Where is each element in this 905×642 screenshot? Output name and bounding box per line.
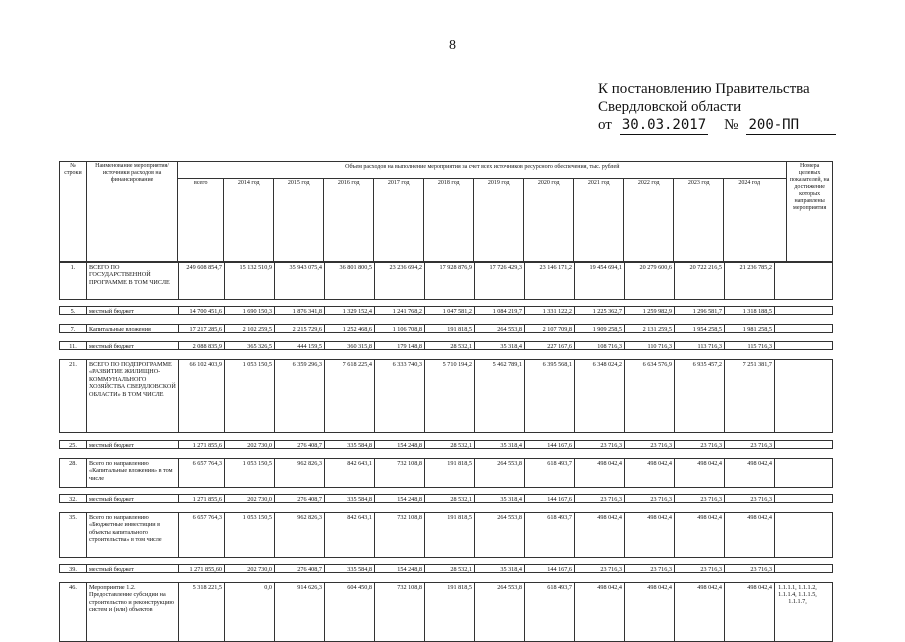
row-targets [775,495,820,502]
row-year-value: 618 493,7 [525,459,575,487]
row-year-value: 7 618 225,4 [325,360,375,432]
row-year-value: 732 108,8 [375,459,425,487]
row-targets [775,342,820,349]
row-targets [775,360,820,432]
row-year-value: 498 042,4 [725,513,775,557]
row-year-value: 23 716,3 [675,495,725,502]
table-row [59,582,833,642]
header-expenses: Объем расходов на выполнение мероприятия за счет всех источников ресурсного обеспечения, тыс. рублей [178,162,786,179]
header-year: 2017 год [374,179,424,261]
row-year-value: 202 730,0 [225,565,275,572]
row-total: 66 102 403,9 [179,360,225,432]
table-row [59,564,833,573]
row-year-value: 15 132 510,9 [225,263,275,299]
row-year-value: 21 236 785,2 [725,263,775,299]
row-year-value: 2 215 729,6 [275,325,325,332]
row-year-value: 618 493,7 [525,513,575,557]
row-year-value: 732 108,8 [375,513,425,557]
row-year-value: 227 167,6 [525,342,575,349]
row-year-value: 202 730,0 [225,495,275,502]
row-year-value: 264 553,8 [475,325,525,332]
row-name: местный бюджет [87,342,179,349]
row-year-value: 202 730,0 [225,441,275,448]
stamp-date: 30.03.2017 [621,117,707,133]
row-name: местный бюджет [87,307,179,314]
stamp-from-label: от [598,117,612,133]
row-year-value: 1 690 150,3 [225,307,275,314]
header-expenses-group [178,162,787,261]
row-year-value: 144 167,6 [525,565,575,572]
row-year-value: 6 935 457,2 [675,360,725,432]
row-year-value: 23 716,3 [575,441,625,448]
row-total: 6 657 764,3 [179,459,225,487]
table-row [59,359,833,433]
row-year-value: 1 252 468,6 [325,325,375,332]
row-year-value: 144 167,6 [525,441,575,448]
row-year-value: 154 248,8 [375,441,425,448]
row-number: 7. [60,325,87,332]
table-row [59,458,833,488]
header-years [178,179,786,261]
row-year-value: 498 042,4 [575,513,625,557]
row-year-value: 1 954 258,5 [675,325,725,332]
header-year: 2019 год [474,179,524,261]
row-year-value: 17 928 876,9 [425,263,475,299]
row-year-value: 498 042,4 [725,583,775,641]
row-year-value: 1 053 150,5 [225,459,275,487]
row-year-value: 0,0 [225,583,275,641]
header-year: 2023 год [674,179,724,261]
stamp-line-2: Свердловской области [598,99,742,115]
row-year-value: 17 726 429,3 [475,263,525,299]
row-total: 14 700 451,6 [179,307,225,314]
stamp-number-label: № [724,117,739,133]
row-year-value: 23 716,3 [625,441,675,448]
row-number: 1. [60,263,87,299]
row-year-value: 154 248,8 [375,565,425,572]
row-year-value: 191 818,5 [425,583,475,641]
row-number: 32. [60,495,87,502]
row-year-value: 1 981 258,5 [725,325,775,332]
row-year-value: 1 909 258,5 [575,325,625,332]
row-name: Мероприятие 1.2. Предоставление субсидии на строительство и реконструкцию систем и (или) объектов [87,583,179,641]
header-total: всего [178,179,224,261]
row-year-value: 28 532,1 [425,441,475,448]
row-targets [775,263,820,299]
row-year-value: 35 318,4 [475,495,525,502]
header-year: 2022 год [624,179,674,261]
row-year-value: 19 454 694,1 [575,263,625,299]
row-year-value: 191 818,5 [425,325,475,332]
row-year-value: 604 450,8 [325,583,375,641]
row-year-value: 498 042,4 [575,583,625,641]
row-year-value: 23 716,3 [575,495,625,502]
row-year-value: 498 042,4 [625,513,675,557]
row-year-value: 2 107 709,8 [525,325,575,332]
row-targets [775,459,820,487]
table-row [59,512,833,558]
row-year-value: 2 102 259,5 [225,325,275,332]
table-row [59,306,833,315]
header-year: 2015 год [274,179,324,261]
row-year-value: 365 326,5 [225,342,275,349]
row-year-value: 179 148,8 [375,342,425,349]
row-year-value: 115 716,3 [725,342,775,349]
row-year-value: 842 643,1 [325,513,375,557]
row-year-value: 264 553,8 [475,513,525,557]
row-year-value: 1 106 708,8 [375,325,425,332]
row-year-value: 1 225 362,7 [575,307,625,314]
header-name: Наименование мероприятия/источники расходов на финансирование [87,162,178,261]
row-year-value: 498 042,4 [625,583,675,641]
row-year-value: 276 408,7 [275,495,325,502]
row-year-value: 264 553,8 [475,583,525,641]
row-year-value: 6 359 296,3 [275,360,325,432]
row-year-value: 35 318,4 [475,342,525,349]
row-year-value: 23 716,3 [675,565,725,572]
row-year-value: 498 042,4 [675,583,725,641]
row-year-value: 276 408,7 [275,565,325,572]
row-year-value: 618 493,7 [525,583,575,641]
row-year-value: 23 236 694,2 [375,263,425,299]
stamp-number: 200-ПП [746,116,836,135]
header-targets: Номера целевых показателей, на достижение которых направлены мероприятия [789,163,830,211]
row-targets [775,441,820,448]
row-year-value: 498 042,4 [725,459,775,487]
row-total: 1 271 855,60 [179,565,225,572]
row-year-value: 23 716,3 [625,565,675,572]
row-name: ВСЕГО ПО ГОСУДАРСТВЕННОЙ ПРОГРАММЕ В ТОМ ЧИСЛЕ [87,263,179,299]
stamp-line-1: К постановлению Правительства [598,81,810,97]
row-year-value: 732 108,8 [375,583,425,641]
row-name: местный бюджет [87,565,179,572]
row-year-value: 1 053 150,5 [225,360,275,432]
row-year-value: 191 818,5 [425,459,475,487]
row-number: 21. [60,360,87,432]
row-year-value: 498 042,4 [675,513,725,557]
table-header [59,161,833,262]
header-year: 2016 год [324,179,374,261]
row-year-value: 264 553,8 [475,459,525,487]
row-year-value: 6 634 576,9 [625,360,675,432]
row-number: 25. [60,441,87,448]
row-year-value: 7 251 381,7 [725,360,775,432]
row-total: 5 318 221,5 [179,583,225,641]
row-name: ВСЕГО ПО ПОДПРОГРАММЕ «РАЗВИТИЕ ЖИЛИЩНО-КОММУНАЛЬНОГО ХОЗЯЙСТВА СВЕРДЛОВСКОЙ ОБЛАСТИ» В ТОМ ЧИСЛЕ [87,360,179,432]
row-year-value: 154 248,8 [375,495,425,502]
row-year-value: 962 826,3 [275,459,325,487]
row-number: 11. [60,342,87,349]
row-targets: 1.1.1.1, 1.1.1.2, 1.1.1.4, 1.1.1.5, 1.1.1.7, [778,584,817,605]
row-number: 5. [60,307,87,314]
row-year-value: 335 584,8 [325,565,375,572]
row-number: 35. [60,513,87,557]
row-year-value: 1 296 581,7 [675,307,725,314]
row-year-value: 360 315,8 [325,342,375,349]
table-row [59,324,833,333]
row-year-value: 144 167,6 [525,495,575,502]
row-year-value: 498 042,4 [675,459,725,487]
table-row [59,262,833,300]
table-row [59,440,833,449]
row-year-value: 962 826,3 [275,513,325,557]
row-year-value: 842 643,1 [325,459,375,487]
row-year-value: 23 146 171,2 [525,263,575,299]
row-year-value: 36 801 800,5 [325,263,375,299]
row-year-value: 28 532,1 [425,495,475,502]
row-total: 1 271 855,6 [179,441,225,448]
row-year-value: 5 462 789,1 [475,360,525,432]
header-year: 2018 год [424,179,474,261]
row-year-value: 28 532,1 [425,565,475,572]
row-year-value: 23 716,3 [675,441,725,448]
row-year-value: 1 241 768,2 [375,307,425,314]
row-total: 6 657 764,3 [179,513,225,557]
row-targets [775,565,820,572]
row-year-value: 2 131 259,5 [625,325,675,332]
row-year-value: 23 716,3 [725,495,775,502]
row-number: 28. [60,459,87,487]
header-row-no: № строки [60,162,87,261]
row-targets [775,513,820,557]
row-year-value: 23 716,3 [725,565,775,572]
row-year-value: 28 532,1 [425,342,475,349]
row-year-value: 5 710 194,2 [425,360,475,432]
table-row [59,494,833,503]
row-year-value: 23 716,3 [575,565,625,572]
row-targets [775,325,820,332]
row-year-value: 1 329 152,4 [325,307,375,314]
row-year-value: 23 716,3 [725,441,775,448]
row-year-value: 1 084 219,7 [475,307,525,314]
row-year-value: 6 348 024,2 [575,360,625,432]
row-year-value: 335 584,8 [325,441,375,448]
row-year-value: 113 716,3 [675,342,725,349]
row-year-value: 335 584,8 [325,495,375,502]
row-total: 249 608 854,7 [179,263,225,299]
row-year-value: 35 318,4 [475,441,525,448]
row-name: Всего по направлению «Бюджетные инвестиции в объекты капитального строительства» в том числе [87,513,179,557]
row-total: 17 217 285,6 [179,325,225,332]
stamp-line-3 [598,116,836,135]
table-row [59,341,833,350]
row-name: местный бюджет [87,495,179,502]
row-year-value: 6 395 568,1 [525,360,575,432]
row-year-value: 276 408,7 [275,441,325,448]
row-year-value: 23 716,3 [625,495,675,502]
row-year-value: 1 259 982,9 [625,307,675,314]
row-year-value: 498 042,4 [625,459,675,487]
page-number: 8 [449,38,456,53]
row-year-value: 110 716,3 [625,342,675,349]
row-name: Всего по направлению «Капитальные вложения» в том числе [87,459,179,487]
row-year-value: 6 333 740,3 [375,360,425,432]
header-year: 2014 год [224,179,274,261]
row-year-value: 191 818,5 [425,513,475,557]
row-number: 39. [60,565,87,572]
row-year-value: 498 042,4 [575,459,625,487]
row-name: Капитальные вложения [87,325,179,332]
row-year-value: 1 053 150,5 [225,513,275,557]
row-year-value: 1 876 341,8 [275,307,325,314]
header-year: 2024 год [738,180,761,186]
expenses-table [59,161,833,614]
row-year-value: 444 159,5 [275,342,325,349]
row-name: местный бюджет [87,441,179,448]
row-year-value: 1 331 122,2 [525,307,575,314]
row-year-value: 20 722 216,5 [675,263,725,299]
row-targets [775,307,820,314]
row-total: 2 088 835,9 [179,342,225,349]
row-year-value: 1 318 188,5 [725,307,775,314]
row-year-value: 914 626,3 [275,583,325,641]
row-year-value: 108 716,3 [575,342,625,349]
approval-stamp [598,80,836,135]
row-year-value: 35 318,4 [475,565,525,572]
header-year: 2021 год [574,179,624,261]
row-total: 1 271 855,6 [179,495,225,502]
row-year-value: 35 943 075,4 [275,263,325,299]
row-year-value: 20 279 600,6 [625,263,675,299]
header-year: 2020 год [524,179,574,261]
row-year-value: 1 047 581,2 [425,307,475,314]
row-number: 46. [60,583,87,641]
